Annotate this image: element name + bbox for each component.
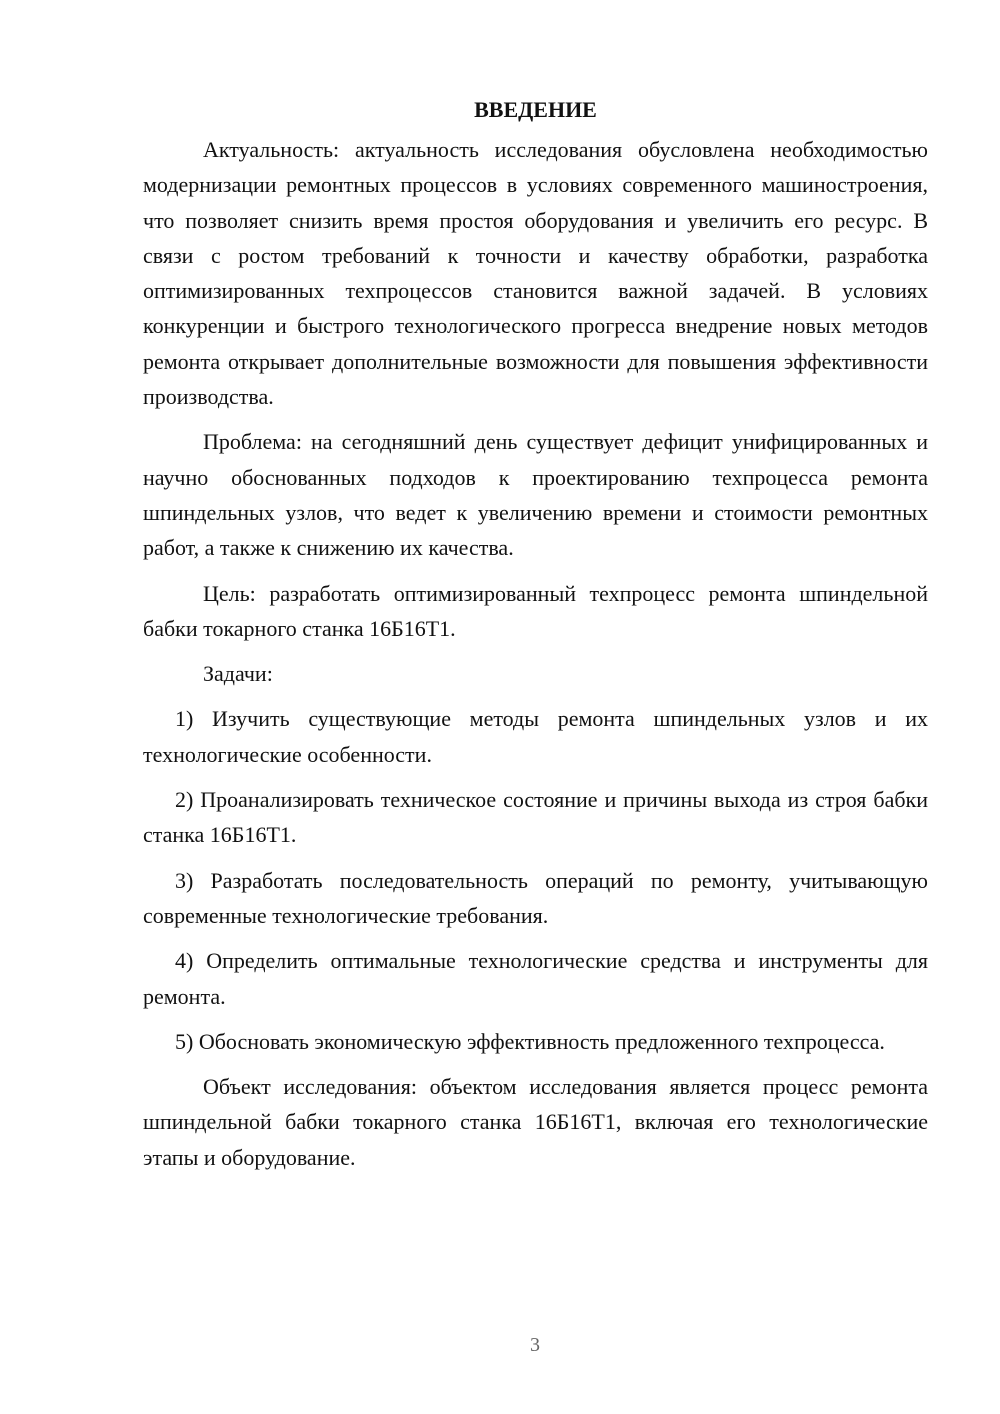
goal-paragraph: Цель: разработать оптимизированный техпроцесс ремонта шпиндельной бабки токарного станка 16Б16Т1. [143,580,928,641]
task-item: 1) Изучить существующие методы ремонта шпиндельных узлов и их технологические особенности. [143,706,928,767]
page-number: 3 [530,1334,540,1356]
task-item: 5) Обосновать экономическую эффективность предложенного техпроцесса. [175,1028,885,1054]
task-item: 2) Проанализировать техническое состояние и причины выхода из строя бабки станка 16Б16Т1. [143,787,928,848]
document-page [143,92,928,1185]
tasks-label: Задачи: [203,661,273,687]
page-title: ВВЕДЕНИЕ [474,97,597,122]
problem-paragraph: Проблема: на сегодняшний день существует дефицит унифицированных и научно обоснованных подходов к проектированию техпроцесса ремонта шпиндельных узлов, что ведет к увеличению времени и стоимости ремонтных работ, а также к снижению их качества. [143,429,928,561]
relevance-paragraph: Актуальность: актуальность исследования обусловлена необходимостью модернизации ремонтных процессов в условиях современного машиностроения, что позволяет снизить время простоя оборудования и увеличить его ресурс. В связи с ростом требований к точности и качеству обработки, разработка оптимизированных техпроцессов становится важной задачей. В условиях конкуренции и быстрого технологического прогресса внедрение новых методов ремонта открывает дополнительные возможности для повышения эффективности производства. [143,137,928,410]
task-item: 4) Определить оптимальные технологические средства и инструменты для ремонта. [143,948,928,1009]
task-item: 3) Разработать последовательность операций по ремонту, учитывающую современные технологические требования. [143,867,928,928]
object-paragraph: Объект исследования: объектом исследования является процесс ремонта шпиндельной бабки токарного станка 16Б16Т1, включая его технологические этапы и оборудование. [143,1074,928,1170]
